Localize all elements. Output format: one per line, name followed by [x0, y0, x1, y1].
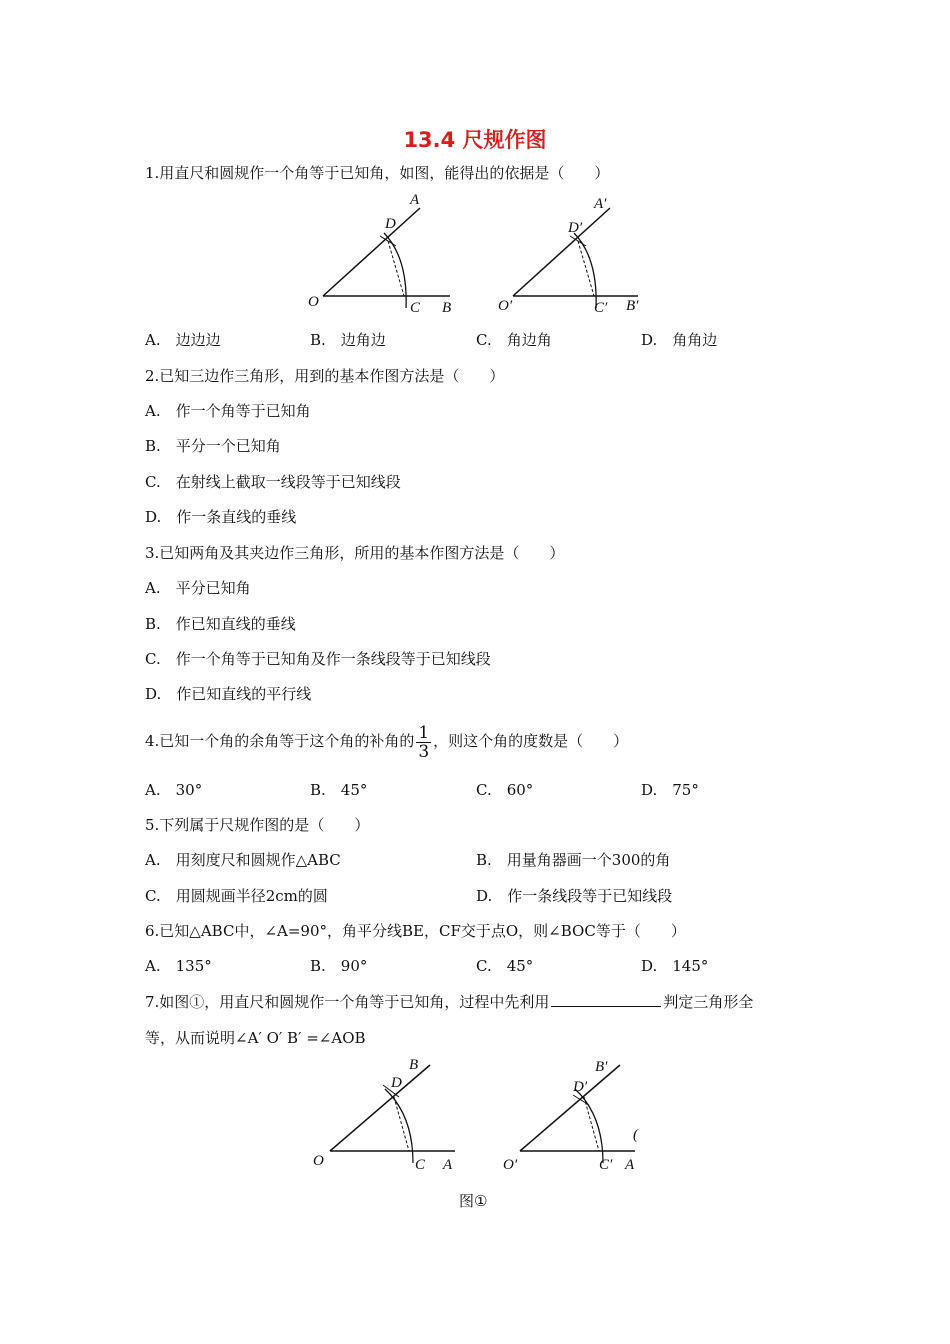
- q1-option-d: D. 角角边: [641, 331, 718, 349]
- question-7-stem-line1: 7.如图①，用直尺和圆规作一个角等于已知角，过程中先利用 判定三角形全: [145, 993, 754, 1011]
- q1-option-c: C. 角边角: [476, 331, 552, 349]
- q4-stem-part1: 4.已知一个角的余角等于这个角的补角的: [145, 732, 415, 750]
- label-C-prime: C′: [594, 300, 608, 316]
- label-C: C: [415, 1157, 426, 1173]
- label-A: A: [625, 1157, 635, 1173]
- question-6-stem: 6.已知△ABC中，∠A=90°，角平分线BE，CF交于点O，则∠BOC等于（ ）: [145, 922, 686, 940]
- label-A: A: [410, 192, 420, 208]
- q6-option-b: B. 90°: [310, 957, 368, 975]
- label-O-prime: O′: [498, 298, 513, 314]
- q5-option-a: A. 用刻度尺和圆规作△ABC: [145, 851, 341, 869]
- label-O: O: [313, 1153, 324, 1169]
- q3-option-d: D. 作已知直线的平行线: [145, 685, 312, 703]
- q1-option-b: B. 边角边: [310, 331, 386, 349]
- figure-caption: 图①: [459, 1192, 488, 1210]
- q6-option-a: A. 135°: [145, 957, 212, 975]
- q4-option-c: C. 60°: [476, 781, 534, 799]
- q3-option-b: B. 作已知直线的垂线: [145, 615, 296, 633]
- label-D: D: [385, 216, 396, 232]
- question-7-stem-line2: 等，从而说明∠A′ O′ B′ =∠AOB: [145, 1029, 366, 1047]
- figure-q7-right: [495, 1055, 645, 1180]
- label-partial: (: [633, 1127, 638, 1143]
- question-5-stem: 5.下列属于尺规作图的是（ ）: [145, 816, 370, 834]
- question-4-stem: [145, 723, 628, 761]
- one-third-fraction: $\frac{1}{3}$: [418, 722, 430, 762]
- question-3-stem: 3.已知两角及其夹边作三角形，所用的基本作图方法是（ ）: [145, 544, 565, 562]
- label-B-prime: B′: [595, 1059, 608, 1075]
- q2-option-d: D. 作一条直线的垂线: [145, 508, 297, 526]
- figure-q1-left: [300, 188, 470, 318]
- q5-option-d: D. 作一条线段等于已知线段: [476, 887, 673, 905]
- q4-stem-part2: ，则这个角的度数是（ ）: [433, 732, 629, 750]
- label-D-prime: D′: [568, 220, 583, 236]
- figure-q7-left: [305, 1055, 470, 1180]
- q3-option-a: A. 平分已知角: [145, 579, 251, 597]
- question-1-stem: 1.用直尺和圆规作一个角等于已知角，如图，能得出的依据是（ ）: [145, 164, 610, 182]
- label-B: B: [442, 300, 452, 316]
- q2-option-c: C. 在射线上截取一线段等于已知线段: [145, 473, 401, 491]
- label-A: A: [443, 1157, 453, 1173]
- label-B: B: [409, 1057, 419, 1073]
- label-A-prime: A′: [594, 196, 607, 212]
- label-B-prime: B′: [626, 298, 639, 314]
- q6-option-d: D. 145°: [641, 957, 709, 975]
- q4-option-d: D. 75°: [641, 781, 699, 799]
- q4-option-a: A. 30°: [145, 781, 203, 799]
- q5-option-c: C. 用圆规画半径2cm的圆: [145, 887, 328, 905]
- q4-option-b: B. 45°: [310, 781, 368, 799]
- q6-option-c: C. 45°: [476, 957, 534, 975]
- q5-option-b: B. 用量角器画一个300的角: [476, 851, 671, 869]
- q3-option-c: C. 作一个角等于已知角及作一条线段等于已知线段: [145, 650, 491, 668]
- label-O: O: [308, 294, 319, 310]
- label-C: C: [410, 300, 421, 316]
- page-title: 13.4 尺规作图: [403, 128, 547, 152]
- question-2-stem: 2.已知三边作三角形，用到的基本作图方法是（ ）: [145, 367, 505, 385]
- label-C-prime: C′: [599, 1157, 613, 1173]
- q2-option-a: A. 作一个角等于已知角: [145, 402, 311, 420]
- label-O-prime: O′: [503, 1157, 518, 1173]
- q2-option-b: B. 平分一个已知角: [145, 437, 281, 455]
- label-D-prime: D′: [573, 1079, 588, 1095]
- q1-option-a: A. 边边边: [145, 331, 221, 349]
- label-D: D: [391, 1075, 402, 1091]
- answer-blank[interactable]: [551, 992, 661, 1007]
- figure-q1-right: [490, 188, 660, 318]
